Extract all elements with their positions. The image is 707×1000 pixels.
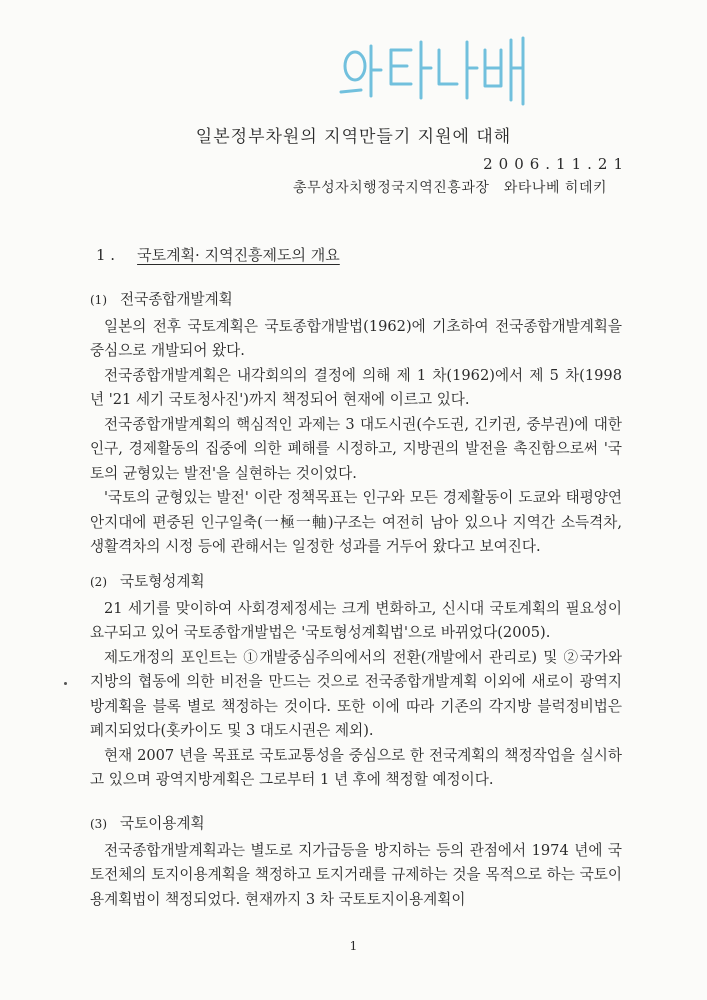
document-date: 2006.11.21: [483, 155, 629, 173]
subsection-land-use-plan: [90, 812, 622, 912]
scan-speck: [64, 682, 67, 685]
subsection-number: (1): [90, 293, 107, 307]
subsection-heading: [90, 288, 622, 313]
section-title: 국토계획· 지역진흥제도의 개요: [137, 246, 340, 264]
section-heading: [96, 244, 340, 265]
subsection-title: 국토이용계획: [120, 815, 205, 832]
paragraph: 현재 2007 년을 목표로 국토교통성을 중심으로 한 전국계획의 책정작업을 실시하고 있으며 광역지방계획은 그로부터 1 년 후에 책정할 예정이다.: [90, 746, 622, 788]
paragraph: 전국종합개발계획의 핵심적인 과제는 3 대도시권(수도권, 긴키권, 중부권)에 대한 인구, 경제활동의 집중에 의한 폐해를 시정하고, 지방권의 발전을 촉진함으로써 '국토의 균형있는 발전'을 실현하는 것이었다.: [90, 415, 622, 482]
subsection-heading: [90, 570, 622, 595]
page-number: 1: [349, 939, 358, 953]
paragraph: 전국종합개발계획과는 별도로 지가급등을 방지하는 등의 관점에서 1974 년에 국토전체의 토지이용계획을 책정하고 토지거래를 규제하는 것을 목적으로 하는 국토이용계획법이 책정되었다. 현재까지 3 차 국토토지이용계획이: [90, 841, 622, 908]
paragraph: 일본의 전후 국토계획은 국토종합개발법(1962)에 기초하여 전국종합개발계획을 중심으로 개발되어 왔다.: [90, 317, 622, 359]
document-title: 일본정부차원의 지역만들기 지원에 대해: [195, 127, 512, 147]
document-author: 총무성자치행정국지역진흥과장 와타나베 히데키: [293, 180, 607, 196]
handwritten-signature: [335, 28, 535, 108]
subsection-national-development-plan: [90, 288, 622, 560]
subsection-number: (3): [90, 817, 107, 831]
subsection-heading: [90, 812, 622, 837]
subsection-title: 전국종합개발계획: [120, 291, 233, 308]
paragraph: '국토의 균형있는 발전' 이란 정책목표는 인구와 모든 경제활동이 도쿄와 태평양연안지대에 편중된 인구일축(一極一軸)구조는 여전히 남아 있으나 지역간 소득격차, 생활격차의 시정 등에 관해서는 일정한 성과를 거두어 왔다고 보여진다.: [90, 489, 622, 555]
subsection-title: 국토형성계획: [120, 573, 205, 590]
paragraph: 전국종합개발계획은 내각회의의 결정에 의해 제 1 차(1962)에서 제 5 차(1998 년 '21 세기 국토청사진')까지 책정되어 현재에 이르고 있다.: [90, 366, 622, 408]
subsection-number: (2): [90, 575, 107, 589]
paragraph: 제도개정의 포인트는 ①개발중심주의에서의 전환(개발에서 관리로) 및 ②국가와 지방의 협동에 의한 비전을 만드는 것으로 전국종합개발계획 이외에 새로이 광역지방계획을 블록 별로 책정하는 것이다. 또한 이에 따라 기존의 각지방 블럭정비법은 폐지되었다(홋카이도 및 3 대도시권은 제외).: [90, 648, 622, 739]
paragraph: 21 세기를 맞이하여 사회경제정세는 크게 변화하고, 신시대 국토계획의 필요성이 요구되고 있어 국토종합개발법은 '국토형성계획법'으로 바뀌었다(2005).: [90, 599, 622, 641]
section-number: 1 .: [96, 246, 116, 264]
subsection-national-formation-plan: [90, 570, 622, 793]
